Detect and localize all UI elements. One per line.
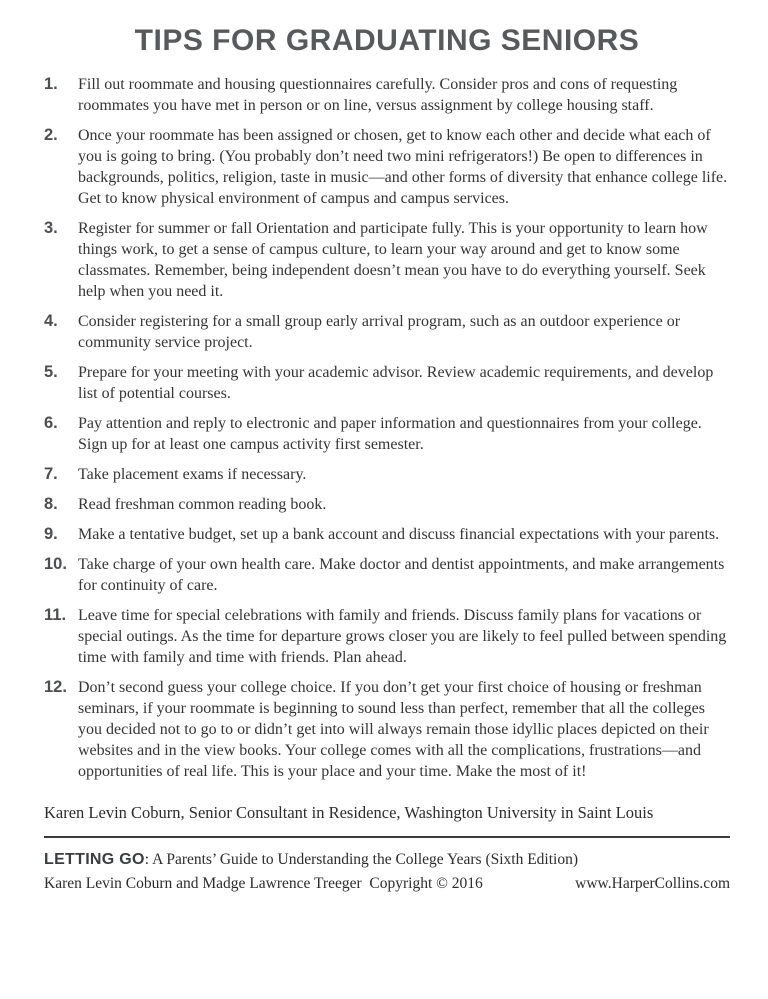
publisher-website: www.HarperCollins.com — [575, 875, 730, 892]
item-number: 11. — [44, 606, 67, 624]
item-number: 6. — [44, 414, 58, 432]
list-item — [44, 554, 730, 596]
item-text: Prepare for your meeting with your academic advisor. Review academic requirements, and develop list of potential courses. — [78, 364, 714, 402]
list-item — [44, 494, 730, 515]
list-item — [44, 362, 730, 404]
list-item — [44, 524, 730, 545]
item-number: 1. — [44, 75, 58, 93]
copyright-row — [44, 874, 730, 894]
page-title: TIPS FOR GRADUATING SENIORS — [134, 24, 640, 57]
item-text: Take placement exams if necessary. — [78, 466, 307, 483]
item-number: 4. — [44, 312, 58, 330]
item-text: Make a tentative budget, set up a bank account and discuss financial expectations with your parents. — [78, 526, 720, 543]
book-reference — [44, 850, 730, 870]
item-number: 7. — [44, 465, 58, 483]
authors-copyright: Karen Levin Coburn and Madge Lawrence Treeger Copyright © 2016 — [44, 875, 483, 892]
item-number: 3. — [44, 219, 58, 237]
list-item — [44, 125, 730, 209]
book-title: LETTING GO — [44, 851, 145, 868]
item-number: 12. — [44, 678, 67, 696]
list-item — [44, 605, 730, 668]
item-number: 9. — [44, 525, 58, 543]
item-text: Consider registering for a small group early arrival program, such as an outdoor experience or community service project. — [78, 313, 681, 351]
item-number: 8. — [44, 495, 58, 513]
footer-divider — [44, 836, 730, 838]
author-attribution: Karen Levin Coburn, Senior Consultant in Residence, Washington University in Saint Louis — [44, 803, 654, 822]
list-item — [44, 74, 730, 116]
item-text: Once your roommate has been assigned or chosen, get to know each other and decide what each of you is going to bring. (You probably don’t need two mini refrigerators!) Be open to differences in backgrounds, politics, religion, taste in music—and other forms of diversity that enhance college life. Get to know physical environment of campus and campus services. — [78, 127, 728, 207]
list-item — [44, 311, 730, 353]
item-text: Pay attention and reply to electronic and paper information and questionnaires from your college. Sign up for at least one campus activity first semester. — [78, 415, 702, 453]
item-number: 10. — [44, 555, 67, 573]
item-text: Fill out roommate and housing questionnaires carefully. Consider pros and cons of requesting roommates you have met in person or on line, versus assignment by college housing staff. — [78, 76, 678, 114]
list-item — [44, 677, 730, 782]
item-text: Read freshman common reading book. — [78, 496, 327, 513]
tips-list — [44, 74, 730, 782]
item-text: Take charge of your own health care. Make doctor and dentist appointments, and make arrangements for continuity of care. — [78, 556, 725, 594]
list-item — [44, 218, 730, 302]
item-text: Register for summer or fall Orientation and participate fully. This is your opportunity to learn how things work, to get a sense of campus culture, to learn your way around and get to know some classmates. Remember, being independent doesn’t mean you have to do everything yourself. Seek help when you need it. — [78, 220, 708, 300]
item-text: Don’t second guess your college choice. If you don’t get your first choice of housing or freshman seminars, if your roommate is beginning to sound less than perfect, remember that all the colleges you decided not to go to or didn’t get into will always remain those idyllic places depicted on their websites and in the view books. Your college comes with all the complications, frustrations—and opportunities of real life. This is your place and your time. Make the most of it! — [78, 679, 709, 780]
list-item — [44, 413, 730, 455]
item-text: Leave time for special celebrations with family and friends. Discuss family plans for vacations or special outings. As the time for departure grows closer you are likely to feel pulled between spending time with family and time with friends. Plan ahead. — [78, 607, 727, 666]
book-subtitle: : A Parents’ Guide to Understanding the College Years (Sixth Edition) — [144, 851, 579, 868]
item-number: 5. — [44, 363, 58, 381]
item-number: 2. — [44, 126, 58, 144]
list-item — [44, 464, 730, 485]
